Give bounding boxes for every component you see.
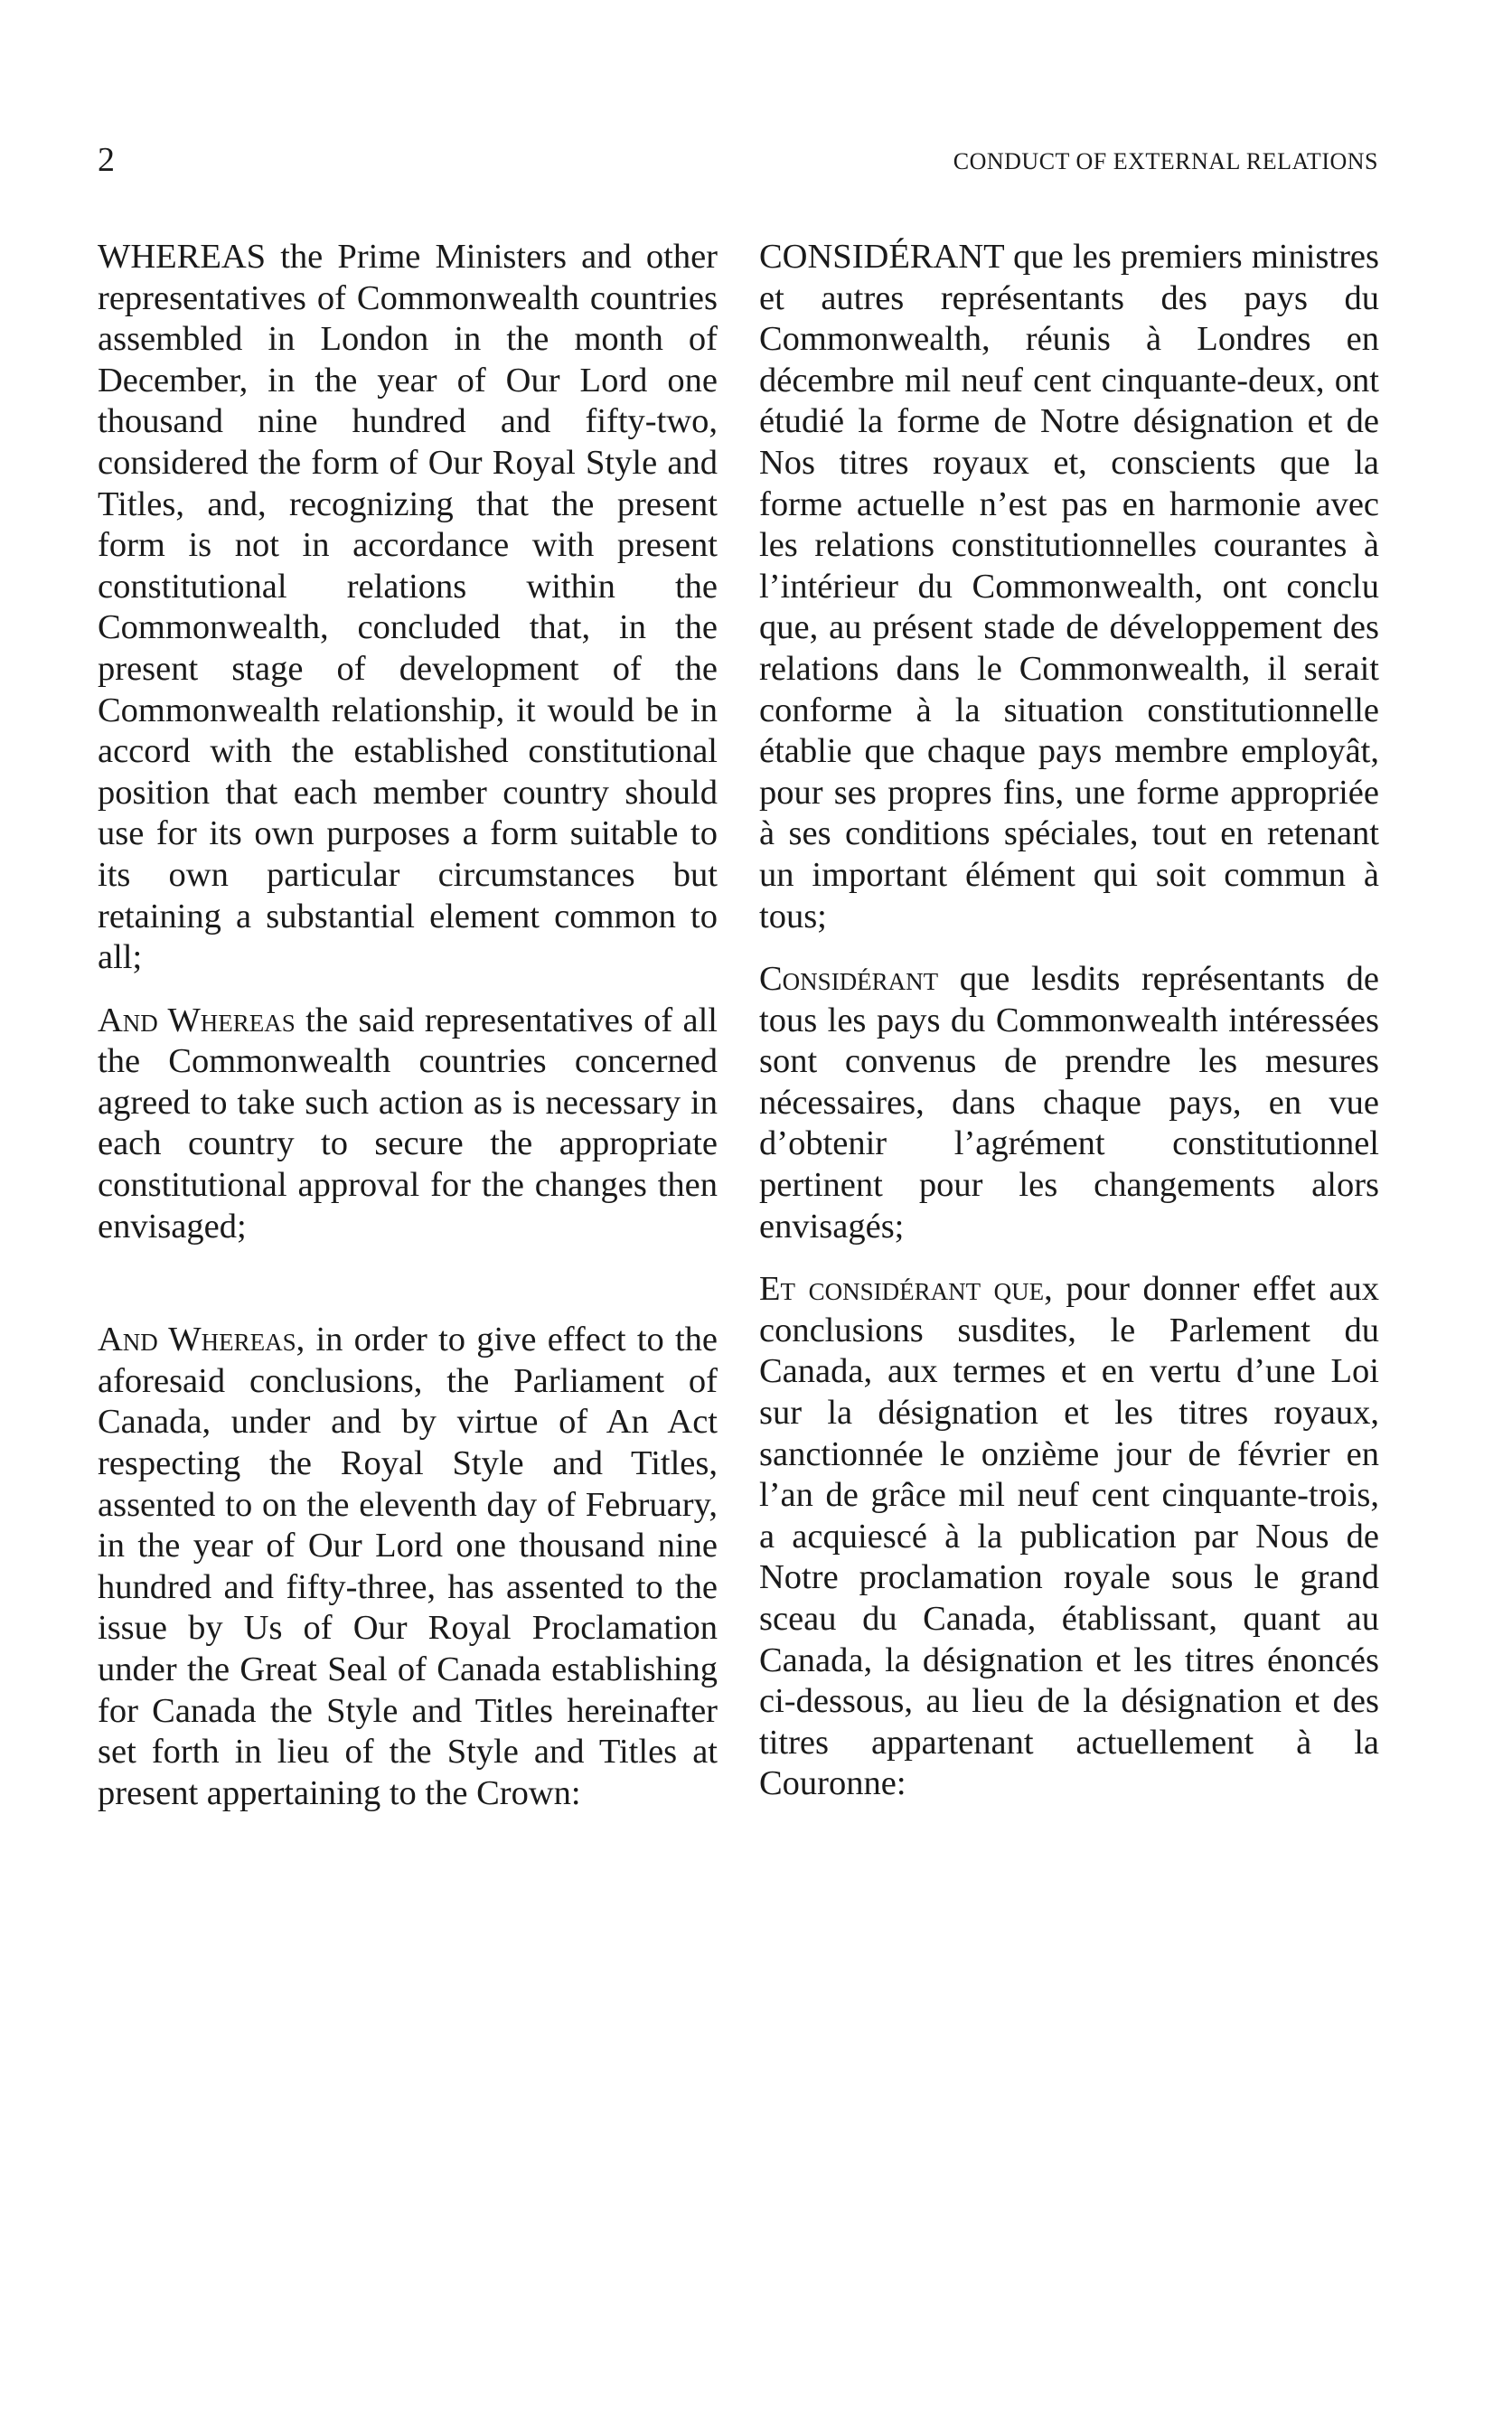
english-paragraph-2-text: the said representatives of all the Commonwealth countries concerned agreed to take such action as is necessary in each country to secure the appropriate constitutional approval for the changes then envisaged; [98, 1001, 718, 1246]
english-paragraph-3-lead: And Whereas, [98, 1321, 305, 1359]
english-paragraph-2 [98, 1001, 718, 1248]
english-paragraph-3-text: in order to give effect to the aforesaid conclusions, the Parliament of Canada, under and by virtue of An Act respecting the Royal Style and Titles, assented to on the eleventh day of February, in the year of Our Lord one thousand nine hundred and fifty-three, has assented to the issue by Us of Our Royal Proclamation under the Great Seal of Canada establishing for Canada the Style and Titles hereinafter set forth in lieu of the Style and Titles at present appertaining to the Crown: [98, 1321, 718, 1812]
french-paragraph-3 [759, 1269, 1379, 1805]
french-paragraph-2-lead: Considérant [759, 960, 939, 999]
english-paragraph-2-lead: And Whereas [98, 1001, 296, 1039]
french-paragraph-2 [759, 959, 1379, 1247]
french-paragraph-2-text: que lesdits représentants de tous les pays du Commonwealth intéressées sont convenus de prendre les mesures nécessaires, dans chaque pays, en vue d’obtenir l’agrément constitutionnel pertinent pour les changements alors envisagés; [759, 960, 1379, 1246]
french-paragraph-3-text: pour donner effet aux conclusions susdites, le Parlement du Canada, aux termes et en vertu d’une Loi sur la désignation et les titres royaux, sanctionnée le onzième jour de février en l’an de grâce mil neuf cent cinquante-trois, a acquiescé à la publication par Nous de Notre proclamation royale sous le grand sceau du Canada, établissant, quant au Canada, la désignation et les titres énoncés ci-dessous, au lieu de la désignation et des titres appartenant actuellement à la Couronne: [759, 1270, 1379, 1803]
english-paragraph-1: WHEREAS the Prime Ministers and other representatives of Commonwealth countries assembled in London in the month of December, in the year of Our Lord one thousand nine hundred and fifty-two, considered the form of Our Royal Style and Titles, and, recognizing that the present form is not in accordance with present constitutional relations within the Commonwealth, concluded that, in the present stage of development of the Commonwealth relationship, it would be in accord with the established constitutional position that each member country should use for its own purposes a form suitable to its own particular circumstances but retaining a substantial element common to all; [98, 238, 718, 977]
french-column [759, 237, 1379, 1805]
english-column [98, 237, 718, 1814]
english-paragraph-3 [98, 1320, 718, 1814]
running-head: CONDUCT OF EXTERNAL RELATIONS [953, 148, 1378, 174]
page-number: 2 [98, 141, 115, 179]
french-paragraph-1: CONSIDÉRANT que les premiers ministres et autres représentants des pays du Commonwealth, réunis à Londres en décembre mil neuf cent cinquante-deux, ont étudié la forme de Notre désignation et de Nos titres royaux et, conscients que la forme actuelle n’est pas en harmonie avec les relations constitutionnelles courantes à l’intérieur du Commonwealth, ont conclu que, au présent stade de développement des relations dans le Commonwealth, il serait conforme à la situation constitutionnelle établie que chaque pays membre employât, pour ses propres fins, une forme appropriée à ses conditions spéciales, tout en retenant un important élément qui soit commun à tous; [759, 238, 1379, 935]
french-paragraph-3-lead: Et considérant que, [759, 1270, 1053, 1309]
